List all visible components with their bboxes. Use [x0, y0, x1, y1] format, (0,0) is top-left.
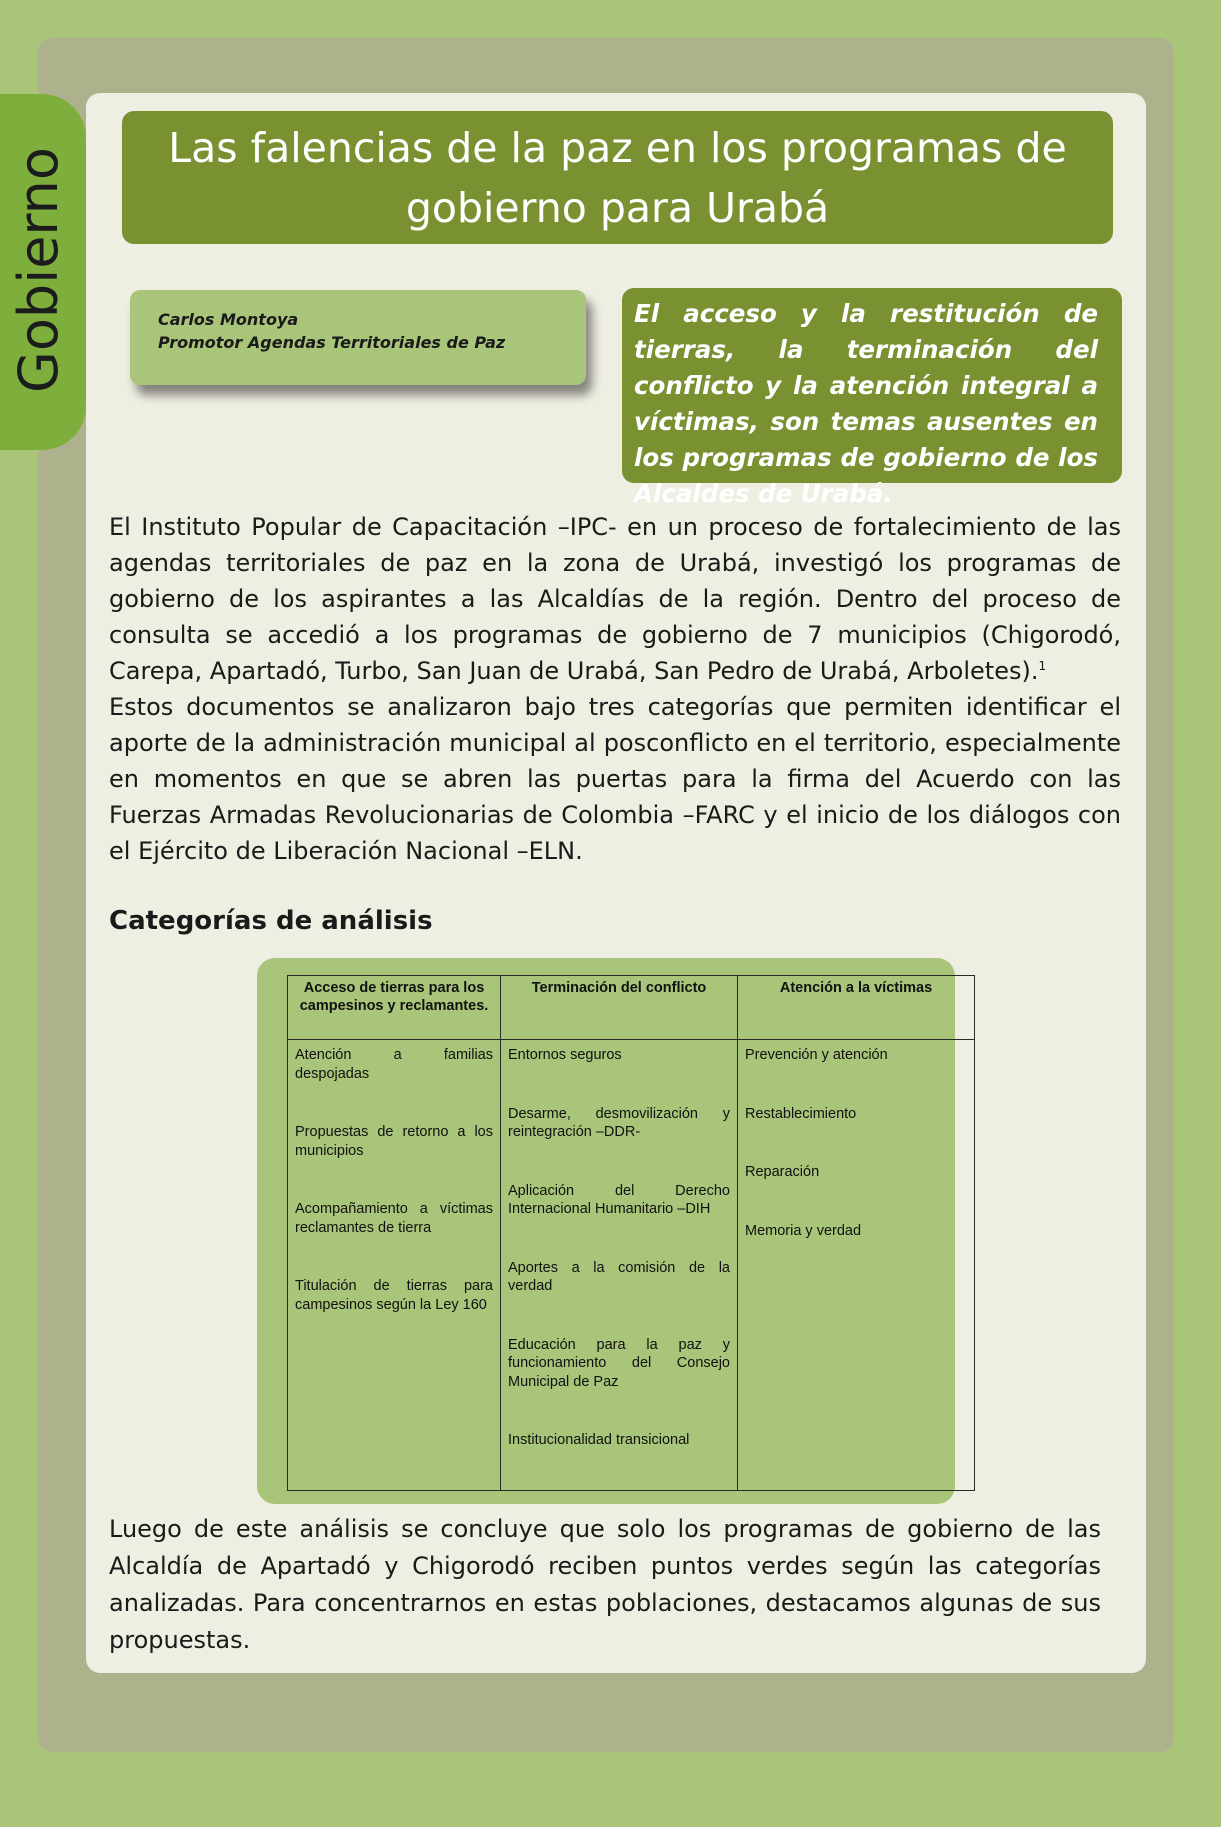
list-item: Atención a familias despojadas [295, 1047, 493, 1082]
article-title-box [122, 111, 1113, 244]
paragraph-intro [109, 509, 1121, 689]
table-cell-conflict [501, 1040, 738, 1491]
list-item: Educación para la paz y funcionamiento del Consejo Municipal de Paz [508, 1336, 730, 1390]
list-item: Memoria y verdad [745, 1222, 862, 1239]
author-box [130, 290, 586, 385]
table-header: Atención a la víctimas [738, 976, 975, 1040]
section-tab-label: Gobierno [7, 147, 70, 393]
list-item: Entornos seguros [508, 1047, 622, 1063]
table-header-row [288, 976, 975, 1040]
paragraph-categories: Estos documentos se analizaron bajo tres categorías que permiten identificar el aporte de la administración municipal al posconflicto en el territorio, especialmente en momentos en que se abren las puertas para la firma del Acuerdo con las Fuerzas Armadas Revolucionarias de Colombia –FARC y el inicio de los diálogos con el Ejército de Liberación Nacional –ELN. [109, 693, 1121, 865]
pull-quote: El acceso y la restitución de tierras, la terminación del conflicto y la atención integral a víctimas, son temas ausentes en los programas de gobierno de los Alcaldes de Urabá. [622, 288, 1122, 483]
list-item: Titulación de tierras para campesinos según la Ley 160 [295, 1278, 493, 1313]
list-item: Restablecimiento [745, 1105, 857, 1122]
list-item: Reparación [745, 1164, 820, 1180]
table-row [288, 1040, 975, 1491]
list-item: Institucionalidad transicional [508, 1432, 690, 1448]
list-item: Prevención y atención [745, 1047, 888, 1063]
table-header: Acceso de tierras para los campesinos y reclamantes. [288, 976, 501, 1040]
list-item: Aplicación del Derecho Internacional Humanitario –DIH [508, 1182, 730, 1217]
footnote-marker: 1 [1038, 659, 1047, 673]
table-header: Terminación del conflicto [501, 976, 738, 1040]
paragraph-conclusion: Luego de este análisis se concluye que solo los programas de gobierno de las Alcaldía de Apartadó y Chigorodó reciben puntos verdes según las categorías analizadas. Para concentrarnos en estas poblaciones, destacamos algunas de sus propuestas. [109, 1515, 1101, 1654]
section-heading: Categorías de análisis [109, 906, 433, 936]
author-name: Carlos Montoya [158, 310, 299, 329]
list-item: Aportes a la comisión de la verdad [508, 1259, 730, 1294]
list-item: Desarme, desmovilización y reintegración –DDR- [508, 1105, 730, 1140]
list-item: Propuestas de retorno a los municipios [295, 1124, 493, 1159]
list-item: Acompañamiento a víctimas reclamantes de tierra [295, 1201, 493, 1236]
paragraph-intro-text: El Instituto Popular de Capacitación –IPC- en un proceso de fortalecimiento de las agendas territoriales de paz en la zona de Urabá, investigó los programas de gobierno de los aspirantes a las Alcaldías de la región. Dentro del proceso de consulta se accedió a los programas de gobierno de 7 municipios (Chigorodó, Carepa, Apartadó, Turbo, San Juan de Urabá, San Pedro de Urabá, Arboletes). [109, 513, 1121, 685]
categories-table [287, 975, 975, 1491]
table-cell-victims [738, 1040, 975, 1491]
author-role: Promotor Agendas Territoriales de Paz [158, 333, 506, 352]
article-title: Las falencias de la paz en los programas de gobierno para Urabá [168, 123, 1067, 232]
table-cell-land [288, 1040, 501, 1491]
